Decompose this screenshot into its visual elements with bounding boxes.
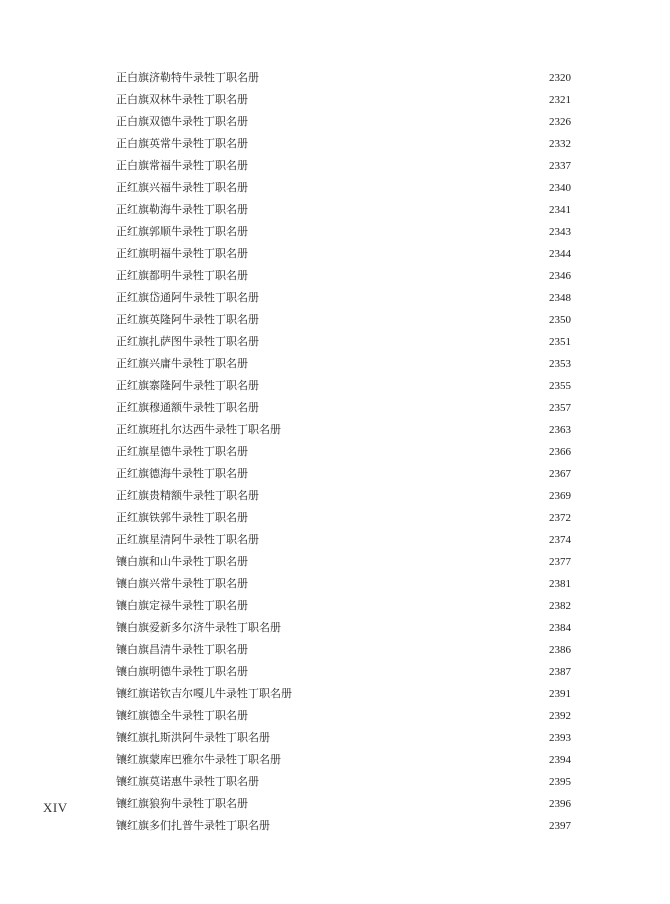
toc-entry [116,771,576,793]
toc-entry [116,67,576,89]
toc-entry [116,331,576,353]
entry-page-number: 2367 [549,468,571,480]
toc-entry [116,375,576,397]
toc-entry [116,485,576,507]
toc-entry [116,353,576,375]
toc-entry [116,661,576,683]
toc-entry [116,155,576,177]
toc-entry [116,529,576,551]
entry-title: 正红旗明福牛录牲丁职名册 [116,247,248,260]
entry-page-number: 2332 [549,138,571,150]
toc-entry [116,617,576,639]
entry-title: 正红旗星清阿牛录牲丁职名册 [116,533,259,546]
entry-title: 正红旗穆通额牛录牲丁职名册 [116,401,259,414]
entry-page-number: 2394 [549,754,571,766]
entry-title: 镶红旗扎斯洪阿牛录牲丁职名册 [116,731,270,744]
entry-title: 正红旗郭顺牛录牲丁职名册 [116,225,248,238]
entry-title: 镶红旗蒙库巴雅尔牛录牲丁职名册 [116,753,281,766]
entry-page-number: 2350 [549,314,571,326]
entry-page-number: 2369 [549,490,571,502]
entry-title: 正白旗双德牛录牲丁职名册 [116,115,248,128]
entry-page-number: 2387 [549,666,571,678]
entry-title: 正红旗星德牛录牲丁职名册 [116,445,248,458]
toc-entry [116,287,576,309]
entry-page-number: 2384 [549,622,571,634]
entry-title: 正红旗贵精额牛录牲丁职名册 [116,489,259,502]
entry-page-number: 2353 [549,358,571,370]
entry-page-number: 2357 [549,402,571,414]
toc-entry [116,397,576,419]
entry-page-number: 2340 [549,182,571,194]
entry-page-number: 2326 [549,116,571,128]
toc-entry [116,441,576,463]
toc-entry [116,705,576,727]
entry-page-number: 2386 [549,644,571,656]
toc-entry [116,683,576,705]
toc-entry [116,639,576,661]
entry-page-number: 2372 [549,512,571,524]
toc-entry [116,177,576,199]
entry-title: 镶红旗多们扎普牛录牲丁职名册 [116,819,270,832]
entry-title: 镶白旗昌清牛录牲丁职名册 [116,643,248,656]
toc-entry [116,133,576,155]
toc-entry [116,463,576,485]
toc-entry [116,199,576,221]
entry-title: 镶红旗莫诺惠牛录牲丁职名册 [116,775,259,788]
table-of-contents [116,67,576,837]
entry-title: 镶白旗和山牛录牲丁职名册 [116,555,248,568]
entry-page-number: 2381 [549,578,571,590]
entry-title: 镶白旗明德牛录牲丁职名册 [116,665,248,678]
entry-page-number: 2363 [549,424,571,436]
toc-entry [116,749,576,771]
entry-page-number: 2377 [549,556,571,568]
entry-title: 正红旗英隆阿牛录牲丁职名册 [116,313,259,326]
toc-entry [116,551,576,573]
entry-title: 镶红旗德全牛录牲丁职名册 [116,709,248,722]
entry-title: 正红旗兴福牛录牲丁职名册 [116,181,248,194]
entry-page-number: 2382 [549,600,571,612]
entry-title: 正红旗都明牛录牲丁职名册 [116,269,248,282]
toc-entry [116,243,576,265]
toc-entry [116,309,576,331]
entry-title: 正白旗济勒特牛录牲丁职名册 [116,71,259,84]
toc-entry [116,265,576,287]
toc-entry [116,815,576,837]
entry-page-number: 2320 [549,72,571,84]
entry-title: 正红旗扎萨图牛录牲丁职名册 [116,335,259,348]
toc-entry [116,89,576,111]
entry-title: 镶白旗兴常牛录牲丁职名册 [116,577,248,590]
entry-page-number: 2393 [549,732,571,744]
entry-title: 镶红旗狼狗牛录牲丁职名册 [116,797,248,810]
entry-page-number: 2348 [549,292,571,304]
entry-title: 正白旗英常牛录牲丁职名册 [116,137,248,150]
entry-page-number: 2374 [549,534,571,546]
entry-title: 正红旗寨隆阿牛录牲丁职名册 [116,379,259,392]
entry-title: 镶白旗爱新多尔济牛录牲丁职名册 [116,621,281,634]
entry-page-number: 2346 [549,270,571,282]
entry-page-number: 2341 [549,204,571,216]
toc-entry [116,111,576,133]
toc-entry [116,793,576,815]
entry-page-number: 2343 [549,226,571,238]
toc-entry [116,221,576,243]
entry-page-number: 2344 [549,248,571,260]
entry-title: 正红旗班扎尔达西牛录牲丁职名册 [116,423,281,436]
entry-title: 镶红旗诺钦吉尔嘎儿牛录牲丁职名册 [116,687,292,700]
entry-page-number: 2395 [549,776,571,788]
toc-entry [116,419,576,441]
entry-page-number: 2392 [549,710,571,722]
entry-title: 正白旗常福牛录牲丁职名册 [116,159,248,172]
toc-entry [116,573,576,595]
entry-page-number: 2396 [549,798,571,810]
entry-page-number: 2391 [549,688,571,700]
entry-title: 正红旗德海牛录牲丁职名册 [116,467,248,480]
entry-page-number: 2355 [549,380,571,392]
entry-title: 正红旗勒海牛录牲丁职名册 [116,203,248,216]
page-number: XIV [43,800,68,815]
entry-page-number: 2366 [549,446,571,458]
entry-page-number: 2337 [549,160,571,172]
entry-title: 正红旗岱通阿牛录牲丁职名册 [116,291,259,304]
entry-title: 正白旗双林牛录牲丁职名册 [116,93,248,106]
entry-title: 镶白旗定禄牛录牲丁职名册 [116,599,248,612]
entry-page-number: 2321 [549,94,571,106]
toc-entry [116,507,576,529]
toc-entry [116,727,576,749]
toc-entry [116,595,576,617]
entry-page-number: 2397 [549,820,571,832]
entry-title: 正红旗铁郭牛录牲丁职名册 [116,511,248,524]
entry-title: 正红旗兴庸牛录牲丁职名册 [116,357,248,370]
entry-page-number: 2351 [549,336,571,348]
